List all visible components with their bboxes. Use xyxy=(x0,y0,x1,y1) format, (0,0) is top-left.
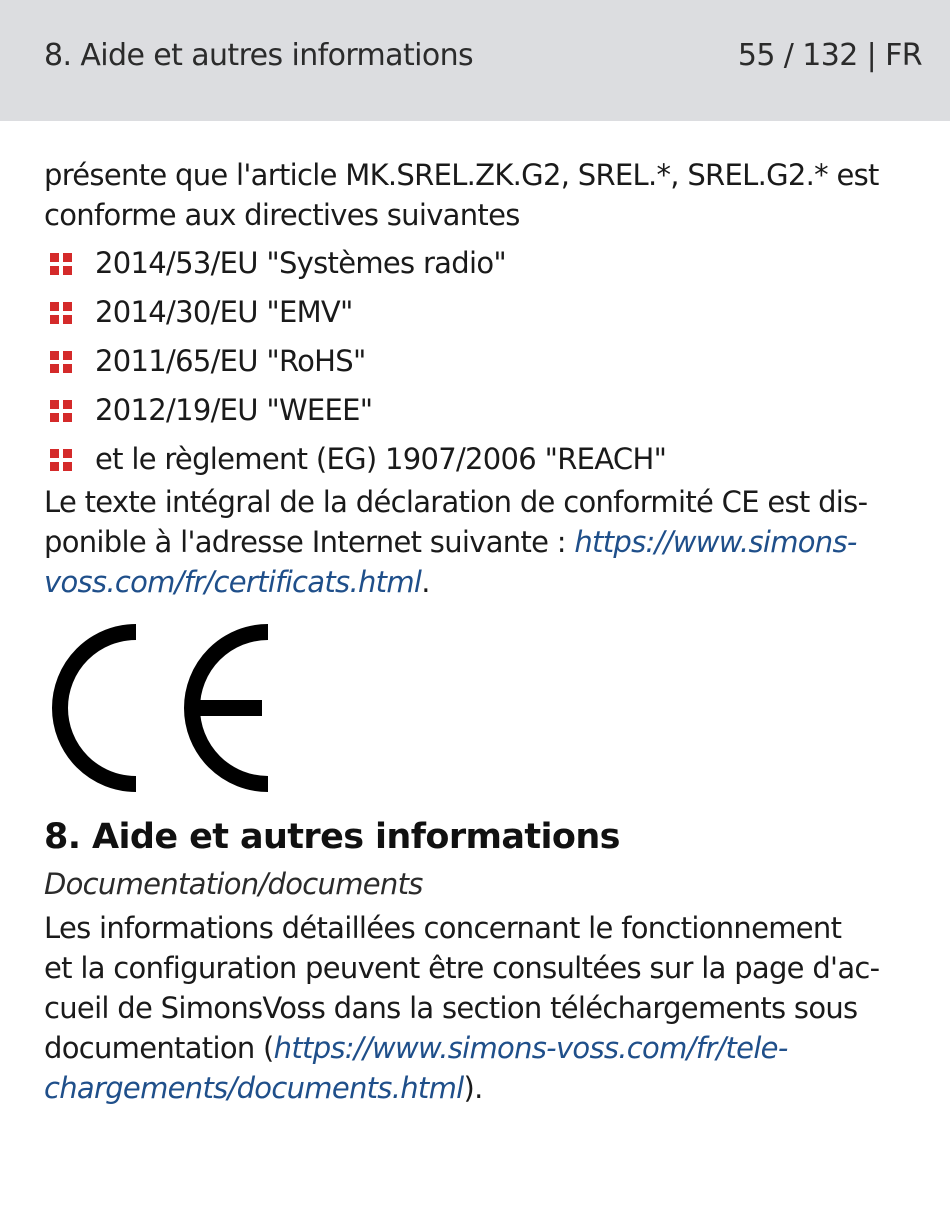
directive-text: 2014/30/EU "EMV" xyxy=(95,295,353,329)
directive-text: 2011/65/EU "RoHS" xyxy=(95,344,366,378)
page-header xyxy=(0,0,950,121)
conformity-line: Le texte intégral de la déclaration de conformité CE est dis- xyxy=(44,485,868,519)
section-subtitle: Documentation/documents xyxy=(44,867,423,901)
documentation-line: cueil de SimonsVoss dans la section téléchargements sous xyxy=(44,991,858,1025)
intro-paragraph xyxy=(44,155,924,235)
conformity-line xyxy=(44,562,924,602)
conformity-line xyxy=(44,522,924,562)
documentation-line: Les informations détaillées concernant le fonctionnement xyxy=(44,911,842,945)
header-chapter-title: 8. Aide et autres informations xyxy=(44,38,474,73)
documentation-line: et la configuration peuvent être consultées sur la page d'ac- xyxy=(44,951,880,985)
bullet-icon xyxy=(50,449,72,471)
directive-list xyxy=(44,243,924,488)
page-indicator: 55 / 132 | FR xyxy=(737,38,922,73)
conformity-paragraph xyxy=(44,482,924,602)
documentation-line xyxy=(44,1028,924,1068)
certificates-link[interactable]: https://www.simons- xyxy=(574,525,857,559)
directive-text: et le règlement (EG) 1907/2006 "REACH" xyxy=(95,442,667,476)
conformity-text: ponible à l'adresse Internet suivante : xyxy=(44,525,575,559)
list-item xyxy=(44,341,924,390)
ce-mark-icon xyxy=(44,624,280,792)
documentation-paragraph xyxy=(44,908,924,1108)
certificates-link[interactable]: voss.com/fr/certificats.html xyxy=(44,565,422,599)
bullet-icon xyxy=(50,253,72,275)
documentation-line xyxy=(44,1068,924,1108)
page-content xyxy=(44,155,924,1108)
list-item xyxy=(44,243,924,292)
directive-text: 2014/53/EU "Systèmes radio" xyxy=(95,246,507,280)
end-punctuation: ). xyxy=(463,1071,483,1105)
bullet-icon xyxy=(50,400,72,422)
list-item xyxy=(44,439,924,488)
intro-line: conforme aux directives suivantes xyxy=(44,198,520,232)
list-item xyxy=(44,390,924,439)
documentation-text: documentation ( xyxy=(44,1031,274,1065)
bullet-icon xyxy=(50,302,72,324)
downloads-link[interactable]: chargements/documents.html xyxy=(44,1071,464,1105)
section-title: 8. Aide et autres informations xyxy=(44,817,620,857)
downloads-link[interactable]: https://www.simons-voss.com/fr/tele- xyxy=(273,1031,788,1065)
end-punctuation: . xyxy=(421,565,430,599)
bullet-icon xyxy=(50,351,72,373)
intro-line: présente que l'article MK.SREL.ZK.G2, SREL.*, SREL.G2.* est xyxy=(44,158,879,192)
list-item xyxy=(44,292,924,341)
directive-text: 2012/19/EU "WEEE" xyxy=(95,393,373,427)
